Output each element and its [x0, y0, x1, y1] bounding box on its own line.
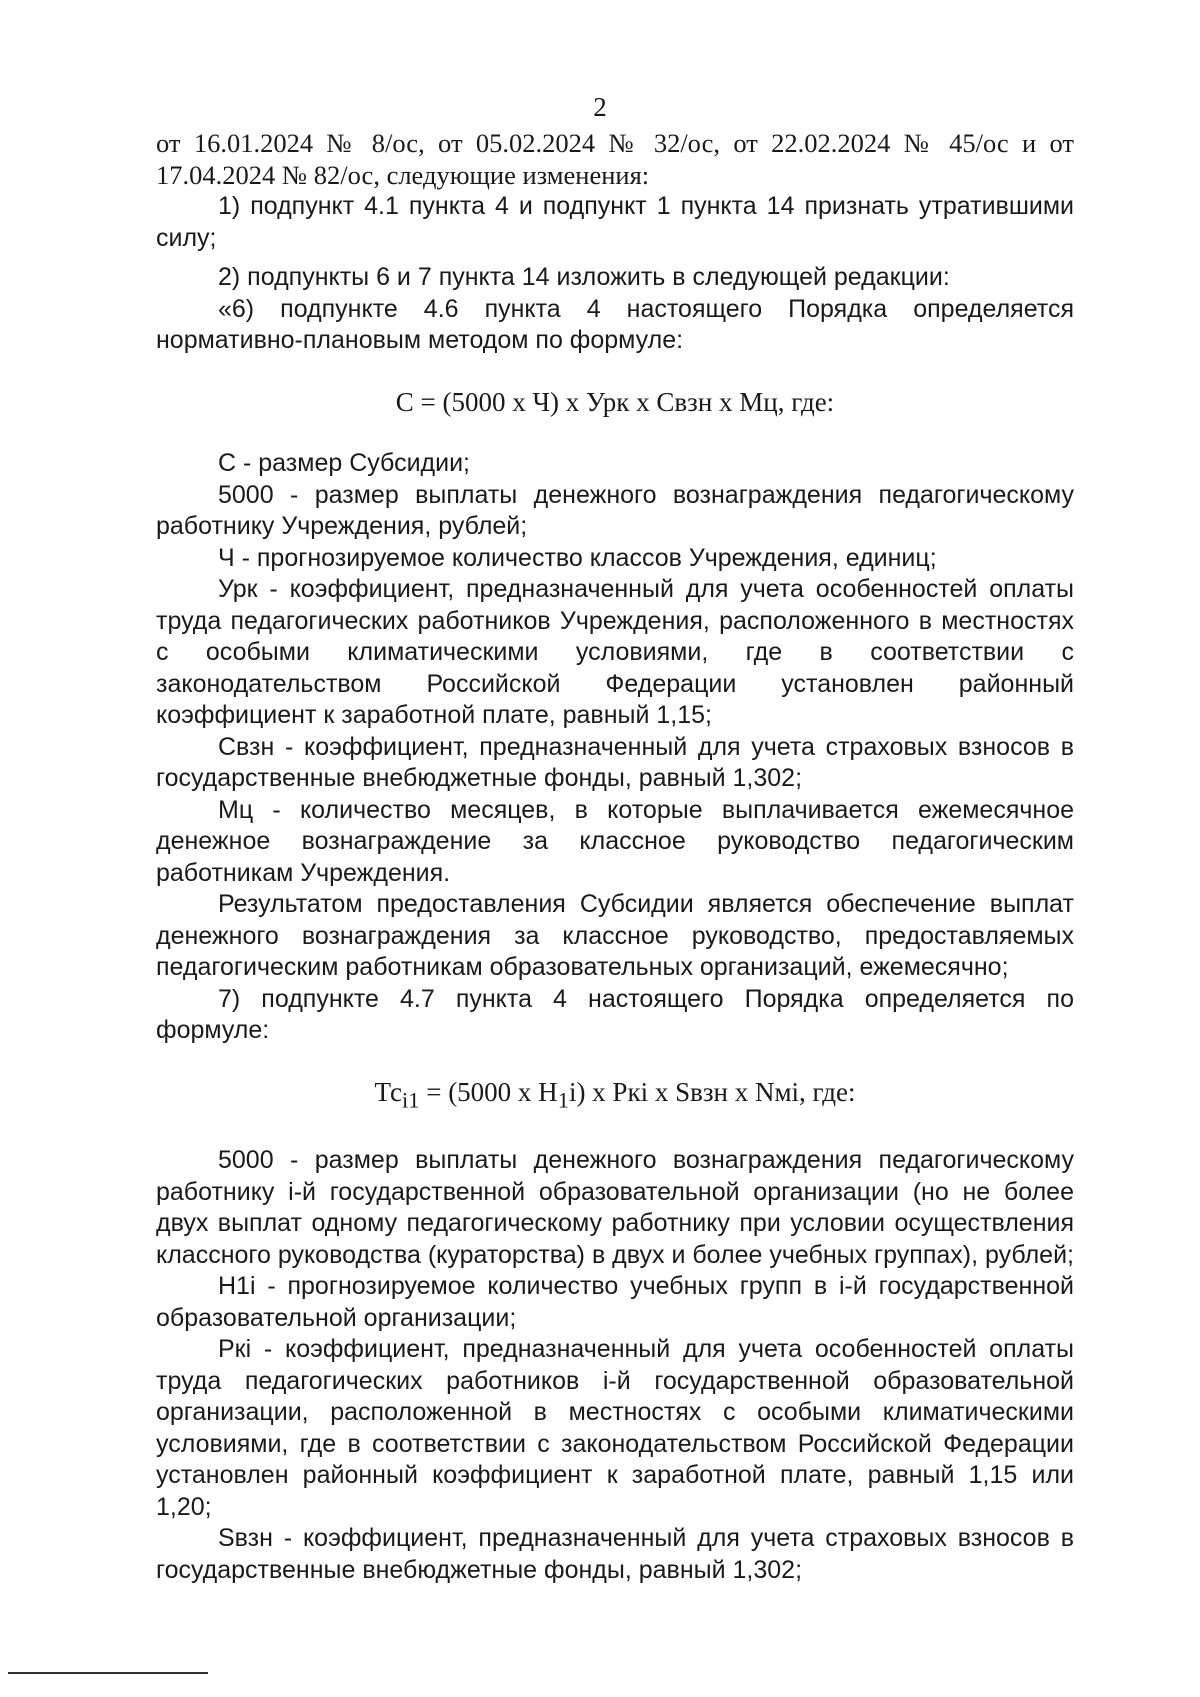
paragraph: H1i - прогнозируемое количество учебных групп в i-й государственной образовательной организации; — [156, 1272, 1074, 1332]
paragraph: Ч - прогнозируемое количество классов Учреждения, единиц; — [218, 543, 937, 572]
formula-2-rest: i) х Pкi х Sвзн х Nмi, где: — [568, 1076, 856, 1107]
formula-2-mid-sub: 1 — [557, 1086, 569, 1112]
paragraph: «6) подпункте 4.6 пункта 4 настоящего Порядка определяется нормативно-плановым методом по формуле: — [156, 294, 1074, 354]
paragraph: Урк - коэффициент, предназначенный для учета особенностей оплаты труда педагогических работников Учреждения, расположенного в местностях с особыми климатическими условиями, где в соответствии с законодательством Российской Федерации установлен районный коэффициент к заработной плате, равный 1,15; — [156, 575, 1074, 729]
document-body — [156, 128, 1074, 1586]
page-number: 2 — [593, 92, 607, 122]
formula-2-mid: = (5000 х H — [419, 1076, 558, 1107]
paragraph: Свзн - коэффициент, предназначенный для учета страховых взносов в государственные внебюджетные фонды, равный 1,302; — [156, 732, 1074, 792]
formula-1: C = (5000 х Ч) х Урк х Свзн х Мц, где: — [395, 386, 835, 417]
paragraph: Мц - количество месяцев, в которые выплачивается ежемесячное денежное вознаграждение за классное руководство педагогическим работникам Учреждения. — [156, 795, 1074, 887]
paragraph: 2) подпункты 6 и 7 пункта 14 изложить в следующей редакции: — [218, 263, 950, 291]
paragraph: Sвзн - коэффициент, предназначенный для учета страховых взносов в государственные внебюджетные фонды, равный 1,302; — [156, 1524, 1074, 1584]
paragraph: 5000 - размер выплаты денежного вознаграждения педагогическому работнику Учреждения, рублей; — [156, 480, 1074, 540]
footer-divider — [8, 1672, 208, 1674]
paragraph: 7) подпункте 4.7 пункта 4 настоящего Порядка определяется по формуле: — [156, 984, 1074, 1044]
paragraph: С - размер Субсидии; — [218, 449, 471, 477]
paragraph: Результатом предоставления Субсидии является обеспечение выплат денежного вознаграждения за классное руководство, предоставляемых педагогическим работникам образовательных организаций, ежемесячно; — [156, 890, 1074, 981]
paragraph: Pкi - коэффициент, предназначенный для учета особенностей оплаты труда педагогических работников i-й государственной образовательной организации, расположенной в местностях с особыми климатическими условиями, где в соответствии с законодательством Российской Федерации установлен районный коэффициент к заработной плате, равный 1,15 или 1,20; — [156, 1335, 1074, 1521]
paragraph: 5000 - размер выплаты денежного вознаграждения педагогическому работнику i-й государственной образовательной организации (но не более двух выплат одному педагогическому работнику при условии осуществления классного руководства (кураторства) в двух и более учебных группах), рублей; — [156, 1146, 1074, 1269]
formula-2-lead: Тс — [374, 1076, 402, 1107]
paragraph: 1) подпункт 4.1 пункта 4 и подпункт 1 пункта 14 признать утратившими силу; — [156, 192, 1074, 252]
formula-2-lead-sub: i1 — [401, 1086, 420, 1112]
formula-2 — [156, 1077, 1074, 1116]
paragraph: от 16.01.2024 № 8/ос, от 05.02.2024 № 32/ос, от 22.02.2024 № 45/ос и от 17.04.2024 № 82/ос, следующие изменения: — [156, 128, 1074, 190]
